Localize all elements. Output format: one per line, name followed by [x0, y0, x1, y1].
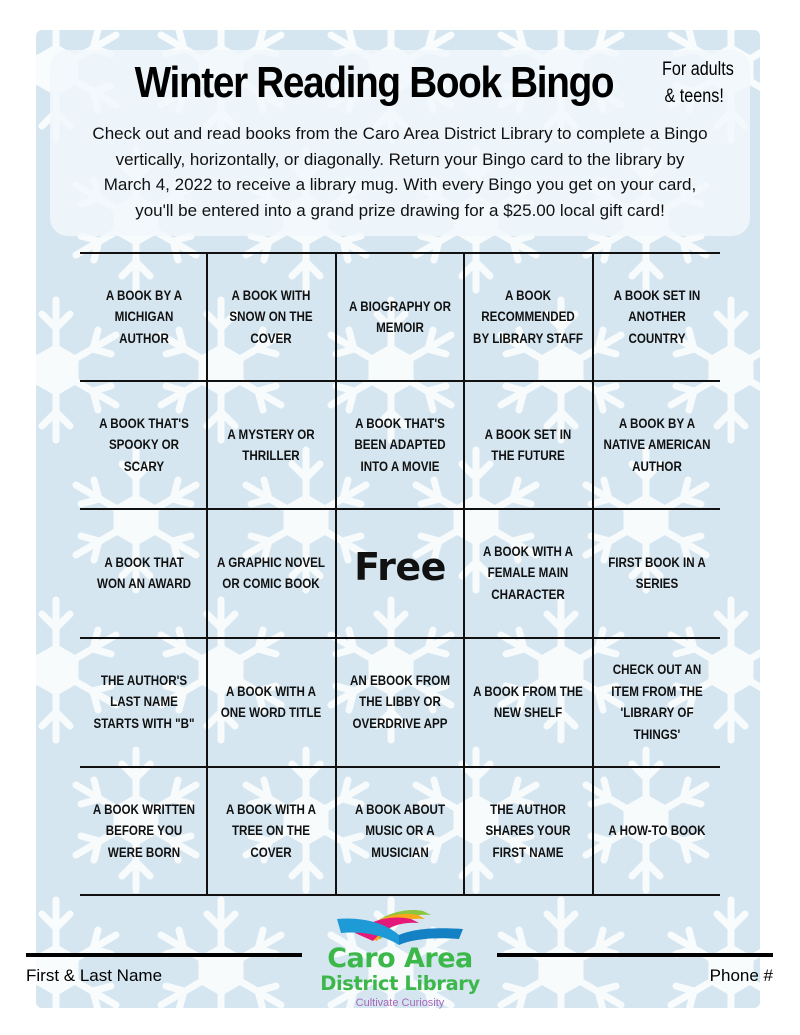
- logo-line-2: District Library: [320, 972, 480, 995]
- bingo-cell-label: A BOOK WITH A TREE ON THE COVER: [225, 801, 317, 860]
- name-label: First & Last Name: [26, 966, 163, 985]
- bingo-cell-label: A BOOK THAT'S BEEN ADAPTED INTO A MOVIE: [354, 415, 446, 474]
- intro-line: you'll be entered into a grand prize drawing for a $25.00 local gift card!: [135, 200, 665, 220]
- bingo-cell[interactable]: [593, 638, 721, 766]
- bingo-cell-label: A MYSTERY OR THRILLER: [227, 426, 315, 463]
- bingo-cell[interactable]: [464, 767, 592, 895]
- bingo-cell[interactable]: [207, 638, 335, 766]
- bingo-cell[interactable]: [464, 509, 592, 637]
- bingo-cell-label: A BOOK THAT'S SPOOKY OR SCARY: [99, 415, 189, 474]
- bingo-cell[interactable]: [464, 638, 592, 766]
- bingo-cell[interactable]: [464, 253, 592, 381]
- bingo-cell-label: A BOOK WITH A ONE WORD TITLE: [220, 683, 322, 720]
- bingo-cell[interactable]: [207, 381, 335, 509]
- bingo-cell[interactable]: [80, 253, 208, 381]
- bingo-cell[interactable]: [80, 509, 208, 637]
- audience-note: [662, 56, 734, 110]
- bingo-cell[interactable]: [336, 253, 464, 381]
- bingo-cell[interactable]: [207, 767, 335, 895]
- bingo-cell-label: A BOOK BY A MICHIGAN AUTHOR: [105, 287, 183, 346]
- bingo-cell[interactable]: [464, 381, 592, 509]
- library-logo: [303, 905, 497, 1015]
- bingo-cell[interactable]: [593, 509, 721, 637]
- bingo-cell-label: A BOOK RECOMMENDED BY LIBRARY STAFF: [473, 287, 583, 346]
- bingo-cell[interactable]: [336, 767, 464, 895]
- audience-line-1: For adults: [662, 59, 734, 80]
- logo-line-1: Caro Area: [327, 943, 473, 974]
- bingo-cell-label: A BOOK BY A NATIVE AMERICAN AUTHOR: [603, 415, 711, 474]
- bingo-cell[interactable]: [80, 381, 208, 509]
- bingo-cell-label: AN EBOOK FROM THE LIBBY OR OVERDRIVE APP: [350, 672, 450, 731]
- bingo-cell-label: THE AUTHOR SHARES YOUR FIRST NAME: [485, 801, 571, 860]
- bingo-cell[interactable]: [80, 767, 208, 895]
- bingo-cell[interactable]: [80, 638, 208, 766]
- bingo-cell[interactable]: [593, 767, 721, 895]
- bingo-cell-label: A BOOK WITH SNOW ON THE COVER: [229, 287, 313, 346]
- bingo-cell[interactable]: [593, 253, 721, 381]
- bingo-cell-label: A HOW-TO BOOK: [608, 823, 706, 839]
- intro-line: vertically, horizontally, or diagonally. Return your Bingo card to the library by: [115, 149, 685, 169]
- bingo-cell-label: A BOOK SET IN ANOTHER COUNTRY: [613, 287, 701, 346]
- bingo-cell[interactable]: [336, 381, 464, 509]
- bingo-cell-label: FIRST BOOK IN A SERIES: [608, 554, 706, 591]
- free-space-cell[interactable]: [336, 509, 464, 637]
- bingo-cell-label: A BOOK THAT WON AN AWARD: [97, 554, 191, 591]
- audience-line-2: & teens!: [664, 86, 724, 107]
- bingo-cell[interactable]: [336, 638, 464, 766]
- intro-line: March 4, 2022 to receive a library mug. With every Bingo you get on your card,: [103, 175, 697, 194]
- intro-paragraph: [56, 121, 744, 223]
- bingo-cell-label: A BOOK SET IN THE FUTURE: [484, 426, 572, 463]
- name-signature-line[interactable]: [26, 953, 302, 957]
- bingo-cell-label: A GRAPHIC NOVEL OR COMIC BOOK: [217, 554, 325, 591]
- bingo-grid: [80, 252, 720, 895]
- title-text: Winter Reading Book Bingo: [134, 58, 614, 107]
- bingo-cell-label: A BOOK FROM THE NEW SHELF: [473, 683, 583, 720]
- bingo-cell-label: A BOOK WITH A FEMALE MAIN CHARACTER: [482, 543, 574, 602]
- bingo-cell-label: THE AUTHOR'S LAST NAME STARTS WITH "B": [93, 672, 195, 731]
- logo-tagline: Cultivate Curiosity: [355, 997, 445, 1009]
- bingo-cell-label: CHECK OUT AN ITEM FROM THE 'LIBRARY OF THINGS': [611, 662, 703, 742]
- intro-line: Check out and read books from the Caro Area District Library to complete a Bingo: [92, 124, 708, 143]
- bingo-cell-label: A BOOK ABOUT MUSIC OR A MUSICIAN: [354, 801, 446, 860]
- bingo-cell[interactable]: [207, 253, 335, 381]
- bingo-cell[interactable]: [593, 381, 721, 509]
- phone-signature-line[interactable]: [497, 953, 773, 957]
- free-space-label: Free: [354, 545, 446, 590]
- bingo-cell[interactable]: [207, 509, 335, 637]
- phone-label: Phone #: [709, 966, 773, 985]
- bingo-cell-label: A BIOGRAPHY OR MEMOIR: [349, 298, 451, 335]
- bingo-cell-label: A BOOK WRITTEN BEFORE YOU WERE BORN: [92, 801, 196, 860]
